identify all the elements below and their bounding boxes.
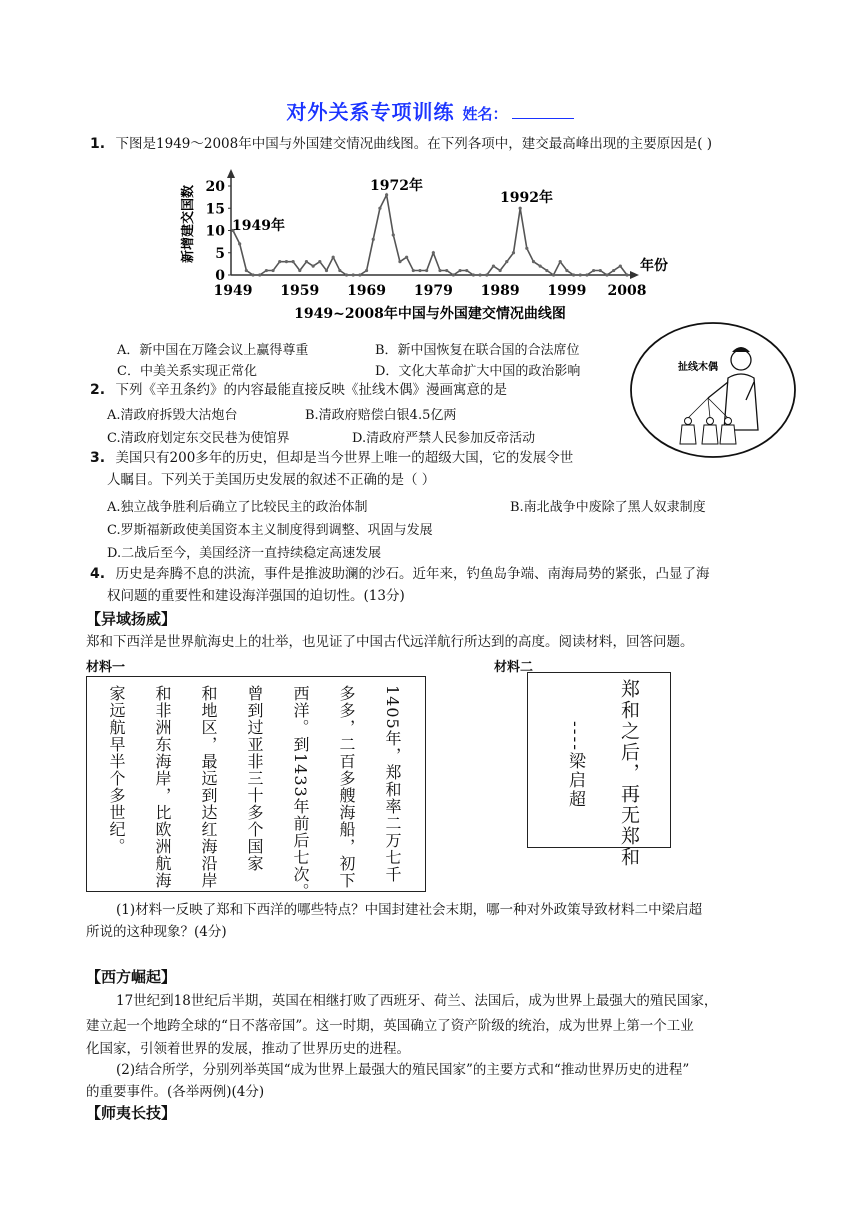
data-point [352,273,355,276]
data-point [392,233,395,236]
data-point [432,251,435,254]
q1-stem-line [90,134,712,154]
q3-option-c[interactable]: C.罗斯福新政使美国资本主义制度得到调整、巩固与发展 [107,523,433,538]
title-main: 对外关系专项训练 [286,100,455,124]
data-point [372,238,375,241]
data-point [572,273,575,276]
data-point [605,273,608,276]
q1-option-b[interactable]: B．新中国恢复在联合国的合法席位 [375,343,580,358]
data-point [458,269,461,272]
section2-para-3: 化国家，引领着世界的发展，推动了世界历史的进程。 [86,1041,410,1057]
data-point [251,273,254,276]
data-point [325,269,328,272]
y-tick-label: 15 [205,201,225,218]
q2-option-c[interactable]: C.清政府划定东交民巷为使馆界 [107,431,290,446]
data-point [585,273,588,276]
data-point [332,256,335,259]
x-tick-label: 1949 [213,283,253,299]
data-point [545,269,548,272]
data-point [358,273,361,276]
section2-para-2: 建立起一个地跨全球的“日不落帝国”。这一时期，英国确立了资产阶级的统治，成为世界上第一个工业 [86,1018,694,1034]
section1-question-2: 所说的这种现象？(4分) [86,924,227,940]
data-point [285,260,288,263]
chart-title: 1949~2008年中国与外国建交情况曲线图 [294,306,566,322]
data-point [258,273,261,276]
data-point [238,242,241,245]
x-tick-label: 1959 [280,283,320,299]
q3-number: 3. [90,450,106,466]
material2-col-2: ----梁启超 [565,721,585,809]
section1-question-1: (1)材料一反映了郑和下西洋的哪些特点？中国封建社会末期，哪一种对外政策导致材料二中梁启超 [116,902,703,918]
q1-option-d[interactable]: D．文化大革命扩大中国的政治影响 [375,364,581,379]
data-point [565,269,568,272]
annotation-1949: 1949年 [232,218,285,234]
material1-col-3: 西洋。到1433年前后七次。 [291,685,310,900]
data-point [425,269,428,272]
q2-number: 2. [90,382,106,398]
data-point [592,269,595,272]
q3-option-d[interactable]: D.二战后至今，美国经济一直持续稳定高速发展 [107,546,382,561]
chart-xlabel: 年份 [640,258,668,274]
data-point [625,273,628,276]
q3-option-b[interactable]: B.南北战争中废除了黑人奴隶制度 [510,500,706,515]
q1-option-c[interactable]: C．中美关系实现正常化 [117,364,257,379]
data-point [245,269,248,272]
q2-stem: 下列《辛丑条约》的内容最能直接反映《扯线木偶》漫画寓意的是 [115,382,508,398]
q1-option-a[interactable]: A．新中国在万隆会议上赢得尊重 [117,343,309,358]
q1-number: 1. [90,136,106,152]
q3-stem-1: 美国只有200多年的历史，但却是当今世界上唯一的超级大国，它的发展令世 [115,450,574,466]
chart-ylabel: 新增建交国数 [181,184,196,264]
section1-intro: 郑和下西洋是世界航海史上的壮举，也见证了中国古代远洋航行所达到的高度。阅读材料，回答问题。 [86,634,694,650]
data-point [412,269,415,272]
data-point [612,269,615,272]
data-point [378,207,381,210]
data-point [271,269,274,272]
data-point [472,273,475,276]
data-point [405,256,408,259]
x-tick-label: 1979 [413,283,453,299]
data-point [265,269,268,272]
material1-col-1: 1405年，郑和率二万七千 [383,685,402,883]
y-tick-label: 20 [205,179,225,195]
q2-option-d[interactable]: D.清政府严禁人民参加反帝活动 [352,431,536,446]
data-point [292,260,295,263]
data-point [418,269,421,272]
q2-option-a[interactable]: A.清政府拆毁大沽炮台 [107,408,238,423]
data-point [465,269,468,272]
x-tick-label: 1969 [347,283,387,299]
y-tick-label: 0 [215,268,225,284]
q4-stem-line1 [90,564,710,584]
data-point [305,260,308,263]
annotation-1972: 1972年 [370,178,423,194]
name-blank[interactable] [512,104,574,119]
puppet-cartoon [628,320,798,460]
data-point [492,265,495,268]
section-heading-1: 【异域扬威】 [86,610,177,628]
material1-col-6: 和非洲东海岸，比欧洲航海 [153,685,172,889]
data-point [278,260,281,263]
material1-col-4: 曾到过亚非三十多个国家 [245,685,264,872]
data-point [298,269,301,272]
q4-number: 4. [90,566,106,582]
x-tick-label: 2008 [607,283,647,299]
data-point [619,265,622,268]
q4-stem-1: 历史是奔腾不息的洪流，事件是推波助澜的沙石。近年来，钓鱼岛争端、南海局势的紧张，凸显了海 [115,566,710,582]
data-point [525,247,528,250]
q2-option-b[interactable]: B.清政府赔偿白银4.5亿两 [305,408,457,423]
section2-para-1: 17世纪到18世纪后半期，英国在相继打败了西班牙、荷兰、法国后，成为世界上最强大的殖民国家， [116,993,718,1009]
material1-col-2: 多多，二百多艘海船，初下 [337,685,356,889]
data-point [438,269,441,272]
data-point [559,260,562,263]
material1-col-5: 和地区，最远到达红海沿岸 [199,685,218,889]
material2-box [527,672,671,868]
y-axis-arrow [227,169,235,178]
section-heading-2: 【西方崛起】 [86,968,177,986]
x-axis-arrow [630,271,639,279]
data-point [519,207,522,210]
cartoon-title: 扯线木偶 [678,362,718,373]
data-point [539,265,542,268]
annotation-1992: 1992年 [500,190,553,206]
q3-option-a[interactable]: A.独立战争胜利后确立了比较民主的政治体制 [107,500,368,515]
material2-col-1: 郑和之后，再无郑和 [618,679,640,868]
data-point [398,260,401,263]
data-point [579,273,582,276]
section2-question-1: (2)结合所学，分别列举英国“成为世界上最强大的殖民国家”的主要方式和“推动世界历史的进程” [116,1062,690,1078]
y-tick-label: 5 [215,245,225,262]
data-point [345,273,348,276]
data-point [532,260,535,263]
y-tick-label: 10 [205,223,225,240]
data-point [599,269,602,272]
material1-box [86,676,426,900]
data-point [318,260,321,263]
q1-stem: 下图是1949～2008年中国与外国建交情况曲线图。在下列各项中，建交最高峰出现的主要原因是( ) [115,136,713,152]
section-heading-3: 【师夷长技】 [86,1104,177,1122]
data-point [338,269,341,272]
q4-stem-2: 权问题的重要性和建设海洋强国的迫切性。(13分) [107,588,405,604]
diplomacy-chart [170,168,690,326]
data-point [499,269,502,272]
q3-stem-2: 人瞩目。下列关于美国历史发展的叙述不正确的是（ ） [107,472,436,488]
section2-question-2: 的重要事件。(各举两例)(4分) [86,1084,265,1100]
data-point [452,273,455,276]
data-point [478,273,481,276]
q3-stem-line1 [90,448,573,468]
data-point [512,251,515,254]
series-line [233,195,627,275]
data-point [505,260,508,263]
data-point [445,269,448,272]
data-point [365,269,368,272]
x-tick-label: 1999 [547,283,587,299]
material2-label: 材料二 [494,660,534,675]
material1-col-7: 家远航早半个多世纪。 [107,685,126,855]
material1-label: 材料一 [86,660,126,675]
data-point [485,273,488,276]
x-tick-label: 1989 [480,283,520,299]
q2-stem-line [90,380,507,400]
data-point [552,273,555,276]
name-label: 姓名： [462,105,508,123]
data-point [312,265,315,268]
page-title [0,96,860,125]
